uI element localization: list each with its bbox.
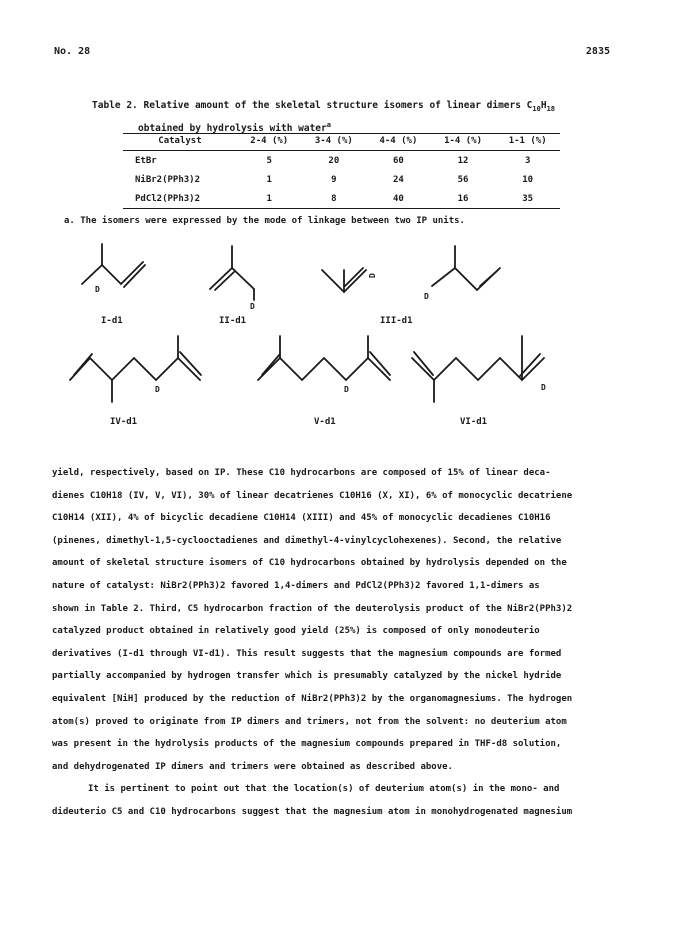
- table-row: [123, 189, 560, 209]
- structure-V-d1: [258, 336, 390, 394]
- value-cell: 1: [237, 189, 302, 209]
- value-cell: 8: [302, 189, 367, 209]
- col-header: 3-4 (%): [302, 134, 367, 151]
- col-header: 4-4 (%): [366, 134, 431, 151]
- deuterium-label: D: [541, 383, 546, 392]
- table-footnote: a. The isomers were expressed by the mode of linkage between two IP units.: [64, 216, 465, 226]
- deuterium-label: D: [95, 285, 100, 294]
- paragraph: It is pertinent to point out that the location(s) of deuterium atom(s) in the mono- and dideuterio C5 and C10 hydrocarbons suggest that the magnesium atom in monohydrogenated magnesium: [52, 784, 573, 817]
- catalyst-cell: EtBr: [135, 155, 157, 166]
- table-row: [123, 151, 560, 171]
- label-I-d1: I-d1: [101, 316, 123, 326]
- structure-I-d1: [82, 244, 145, 294]
- catalyst-cell: NiBr2(PPh3)2: [135, 174, 201, 185]
- value-cell: 12: [457, 155, 469, 166]
- deuterium-label: D: [368, 273, 377, 278]
- catalyst-cell: PdCl2(PPh3)2: [123, 189, 237, 209]
- value-cell: 9: [331, 174, 337, 185]
- table-row: [123, 170, 560, 189]
- col-header: 1-4 (%): [431, 134, 496, 151]
- deuterium-label: D: [424, 292, 429, 301]
- col-header: 2-4 (%): [237, 134, 302, 151]
- table-caption: Table 2. Relative amount of the skeletal structure isomers of linear dimers $C_{10}H_{18}$ obtained by hydrolysis with water$^a$: [92, 100, 556, 135]
- value-cell: 1: [266, 174, 272, 185]
- structure-diagrams: [0, 230, 680, 435]
- deuterium-label: D: [344, 385, 349, 394]
- label-IV-d1: IV-d1: [110, 417, 138, 427]
- page-number: 2835: [585, 46, 610, 57]
- journal-issue: No. 28: [54, 46, 91, 57]
- isomer-table: [123, 133, 560, 209]
- value-cell: 40: [366, 189, 431, 209]
- structure-III-d1: [322, 268, 377, 292]
- col-header: Catalyst: [123, 134, 237, 151]
- col-header: 1-1 (%): [495, 134, 560, 151]
- value-cell: 56: [457, 174, 469, 185]
- deuterium-label: D: [155, 385, 160, 394]
- value-cell: 24: [393, 174, 404, 185]
- structure-end-d: [424, 246, 500, 301]
- body-text: [52, 462, 632, 824]
- label-VI-d1: VI-d1: [460, 417, 488, 427]
- label-III-d1: III-d1: [380, 316, 413, 326]
- value-cell: 35: [495, 189, 560, 209]
- value-cell: 10: [522, 174, 534, 185]
- value-cell: 60: [393, 155, 404, 166]
- label-II-d1: II-d1: [219, 316, 247, 326]
- paragraph: yield, respectively, based on IP. These C10 hydrocarbons are composed of 15% of linear deca- dienes C10H18 (IV, V, VI), 30% of linear decatrienes C10H16 (X, XI), 6% of monocyclic decatriene C10H14 (XII), 4% of bicyclic decadiene C10H14 (XIII) and 45% of monocyclic decadienes C10H16 (pinenes, dimethyl-1,5-cyclooctadienes and dimethyl-4-vinylcyclohexenes). Second, the relative amount of skeletal structure isomers of C10 hydrocarbons obtained by hydrolysis depended on the nature of catalyst: NiBr2(PPh3)2 favored 1,4-dimers and PdCl2(PPh3)2 favored 1,1-dimers as shown in Table 2. Third, C5 hydrocarbon fraction of the deuterolysis product of the NiBr2(PPh3)2 catalyzed product obtained in relatively good yield (25%) is composed of only monodeuterio derivatives (I-d1 through VI-d1). This result suggests that the magnesium compounds are formed partially accompanied by hydrogen transfer which is presumably catalyzed by the nickel hydride equivalent [NiH] produced by the reduction of NiBr2(PPh3)2 by the organomagnesiums. The hydrogen atom(s) proved to originate from IP dimers and trimers, not from the solvent: no deuterium atom was present in the hydrolysis products of the magnesium compounds prepared in THF-d8 solution, and dehydrogenated IP dimers and trimers were obtained as described above.: [52, 468, 573, 772]
- value-cell: 3: [524, 155, 531, 166]
- value-cell: 5: [266, 155, 272, 166]
- label-V-d1: V-d1: [314, 417, 336, 427]
- structure-VI-d1: [412, 336, 546, 402]
- value-cell: 16: [431, 189, 496, 209]
- deuterium-label: D: [250, 302, 255, 311]
- structure-IV-d1: [70, 336, 201, 402]
- value-cell: 20: [328, 155, 340, 166]
- structure-II-d1: [210, 246, 255, 311]
